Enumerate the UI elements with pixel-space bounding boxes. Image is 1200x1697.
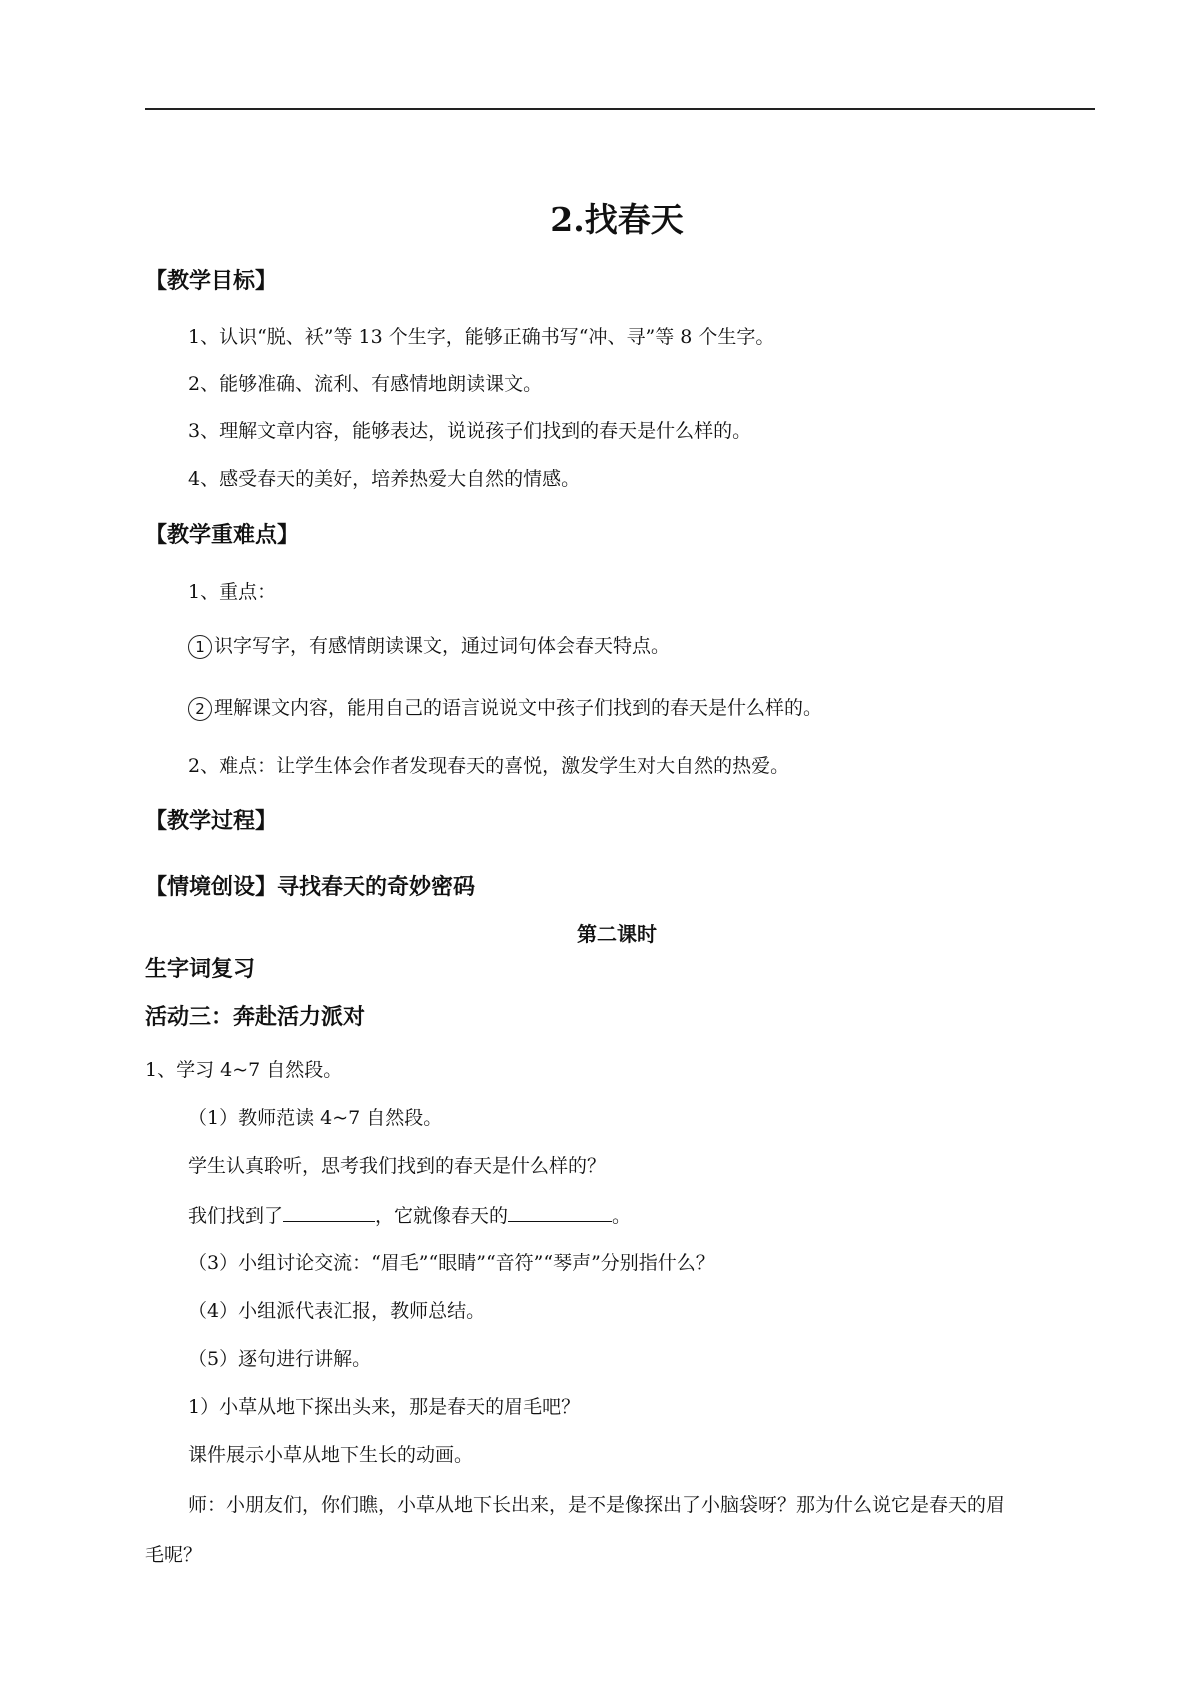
step-1-1: （1）教师范读 4~7 自然段。 — [188, 1107, 443, 1129]
fill-blank-2 — [508, 1201, 612, 1222]
step-5: （5）逐句进行讲解。 — [188, 1348, 372, 1370]
keypoints-heading: 【教学重难点】 — [145, 523, 300, 548]
keypoint-item-1 — [188, 633, 670, 659]
document-title: 2.找春天 — [550, 200, 684, 239]
fill-blank-1 — [283, 1201, 375, 1222]
difficulty-point: 2、难点：让学生体会作者发现春天的喜悦，激发学生对大自然的热爱。 — [188, 755, 790, 777]
circled-number-marker: 1 — [188, 635, 212, 659]
scenario-heading: 【情境创设】寻找春天的奇妙密码 — [145, 875, 476, 900]
keypoint-item-text: 理解课文内容，能用自己的语言说说文中孩子们找到的春天是什么样的。 — [214, 697, 823, 719]
teacher-dialogue-line-1: 师：小朋友们，你们瞧，小草从地下长出来，是不是像探出了小脑袋呀？那为什么说它是春天的眉 — [188, 1494, 1006, 1516]
header-rule — [145, 108, 1095, 110]
fill-text-part-2: ，它就像春天的 — [375, 1205, 509, 1227]
objective-2: 2、能够准确、流利、有感情地朗读课文。 — [188, 373, 543, 395]
fill-text-part-3: 。 — [612, 1205, 632, 1227]
keypoint-item-2 — [188, 695, 822, 721]
keypoint-item-text: 识字写字，有感情朗读课文，通过词句体会春天特点。 — [214, 635, 671, 657]
fill-in-sentence — [188, 1201, 631, 1229]
courseware-note: 课件展示小草从地下生长的动画。 — [188, 1444, 474, 1466]
fill-text-part-1: 我们找到了 — [188, 1205, 284, 1227]
lesson-heading: 第二课时 — [577, 922, 657, 946]
objective-4: 4、感受春天的美好，培养热爱大自然的情感。 — [188, 468, 581, 490]
activity-heading: 活动三：奔赴活力派对 — [145, 1005, 366, 1030]
keypoint-label: 1、重点： — [188, 581, 277, 603]
listen-instruction: 学生认真聆听，思考我们找到的春天是什么样的？ — [188, 1155, 607, 1177]
objectives-heading: 【教学目标】 — [145, 269, 278, 294]
step-1: 1、学习 4~7 自然段。 — [145, 1059, 343, 1081]
process-heading: 【教学过程】 — [145, 809, 278, 834]
step-3: （3）小组讨论交流：“眉毛”“眼睛”“音符”“琴声”分别指什么？ — [188, 1252, 715, 1274]
objective-1: 1、认识“脱、袄”等 13 个生字，能够正确书写“冲、寻”等 8 个生字。 — [188, 326, 775, 348]
circled-number-marker: 2 — [188, 697, 212, 721]
teacher-dialogue-line-2: 毛呢？ — [145, 1544, 203, 1566]
objective-3: 3、理解文章内容，能够表达，说说孩子们找到的春天是什么样的。 — [188, 420, 752, 442]
sentence-1: 1）小草从地下探出头来，那是春天的眉毛吧？ — [188, 1396, 581, 1418]
review-heading: 生字词复习 — [145, 957, 256, 982]
step-4: （4）小组派代表汇报，教师总结。 — [188, 1300, 486, 1322]
